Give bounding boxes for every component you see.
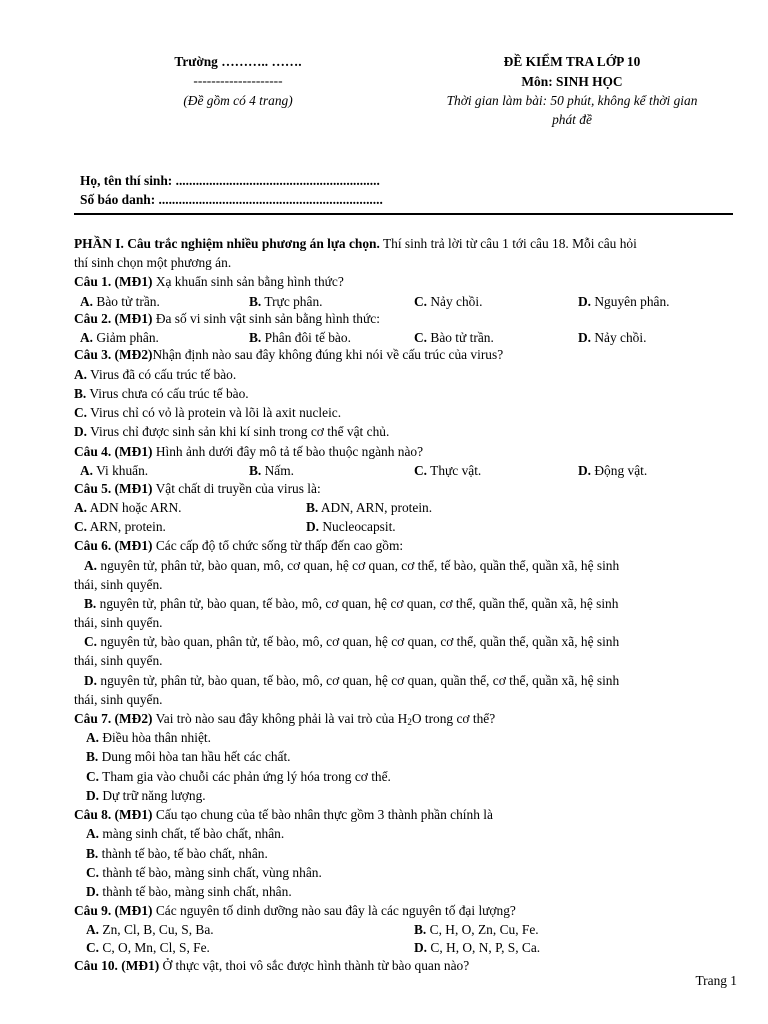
q8-option-b: [86, 844, 268, 863]
question-label: Câu 8. (MĐ1): [74, 807, 153, 822]
option-letter: A.: [86, 730, 100, 745]
q7-option-d: [86, 786, 206, 805]
option-letter: C.: [84, 634, 98, 649]
option-letter: C.: [86, 865, 100, 880]
option-letter: A.: [80, 330, 94, 345]
option-text: Trực phân.: [264, 294, 323, 309]
question-9: [74, 901, 734, 920]
option-letter: A.: [84, 558, 98, 573]
q6-option-d: [84, 671, 619, 690]
option-text: ADN hoặc ARN.: [89, 500, 182, 515]
q6-option-b: [84, 594, 618, 613]
q5-option-c: [74, 517, 166, 536]
option-letter: D.: [86, 788, 100, 803]
option-text: Nảy chồi.: [594, 330, 647, 345]
option-letter: B.: [86, 749, 99, 764]
question-4: [74, 442, 734, 461]
q3-option-c: [74, 403, 341, 422]
question-label: Câu 2. (MĐ1): [74, 311, 153, 326]
option-text: ADN, ARN, protein.: [320, 500, 433, 515]
option-letter: C.: [86, 940, 100, 955]
school-divider: --------------------: [193, 73, 283, 88]
question-label: Câu 4. (MĐ1): [74, 444, 153, 459]
q8-option-d: [86, 882, 292, 901]
option-text: Virus đã có cấu trúc tế bào.: [90, 367, 237, 382]
q4-option-c: [414, 461, 481, 480]
option-text: Virus chỉ có vỏ là protein và lõi là axit nucleic.: [90, 405, 342, 420]
question-text: Các nguyên tố dinh dưỡng nào sau đây là các nguyên tố đại lượng?: [152, 903, 516, 918]
question-label: Câu 10. (MĐ1): [74, 958, 160, 973]
student-id-field: Số báo danh: ...................................................................: [80, 192, 383, 207]
q4-option-d: [578, 461, 647, 480]
question-text: Xạ khuẩn sinh sản bằng hình thức?: [152, 274, 344, 289]
option-text: Phân đôi tế bào.: [264, 330, 351, 345]
q9-option-d: [414, 938, 540, 957]
q6-option-c: [84, 632, 619, 651]
option-text: C, H, O, N, P, S, Ca.: [430, 940, 541, 955]
option-text: Động vật.: [594, 463, 648, 478]
option-text: Zn, Cl, B, Cu, S, Ba.: [102, 922, 214, 937]
option-text: Virus chỉ được sinh sản khi kí sinh trong cơ thể vật chủ.: [90, 424, 390, 439]
option-letter: C.: [86, 769, 100, 784]
question-text: Vai trò nào sau đây không phải là vai trò của H: [152, 711, 408, 726]
part1-instruction-cont: thí sinh chọn một phương án.: [74, 255, 232, 270]
q5-option-a: [74, 498, 182, 517]
option-letter: B.: [86, 846, 99, 861]
option-letter: C.: [414, 330, 428, 345]
option-letter: A.: [80, 294, 94, 309]
q5-option-b: [306, 498, 432, 517]
option-letter: B.: [306, 500, 319, 515]
q3-option-b: [74, 384, 249, 403]
option-letter: D.: [578, 330, 592, 345]
q6-option-d-cont: thái, sinh quyển.: [74, 692, 163, 707]
option-letter: B.: [414, 922, 427, 937]
question-label: Câu 5. (MĐ1): [74, 481, 153, 496]
q4-option-b: [249, 461, 294, 480]
option-text: thành tế bào, màng sinh chất, vùng nhân.: [102, 865, 322, 880]
question-6: [74, 536, 734, 555]
option-letter: B.: [74, 386, 87, 401]
question-10: [74, 956, 734, 975]
question-text: Ở thực vật, thoi vô sắc được hình thành từ bào quan nào?: [159, 958, 470, 973]
option-text: Virus chưa có cấu trúc tế bào.: [89, 386, 249, 401]
question-text: Đa số vi sinh vật sinh sản bằng hình thức:: [152, 311, 380, 326]
exam-title: ĐỀ KIỂM TRA LỚP 10: [503, 54, 641, 69]
q6-option-a-cont: thái, sinh quyển.: [74, 577, 163, 592]
option-letter: A.: [86, 922, 100, 937]
option-letter: A.: [80, 463, 94, 478]
option-letter: C.: [414, 294, 428, 309]
part1-heading: [74, 234, 734, 253]
option-letter: D.: [74, 424, 88, 439]
q8-option-a: [86, 824, 284, 843]
option-text: Bào tử trần.: [430, 330, 494, 345]
option-text: C, O, Mn, Cl, S, Fe.: [102, 940, 210, 955]
option-text: nguyên tử, bào quan, phân tử, tế bào, mô, cơ quan, hệ cơ quan, cơ thể, quần thể, quần xã, hệ sinh: [100, 634, 620, 649]
option-text: Dự trữ năng lượng.: [102, 788, 206, 803]
option-letter: B.: [84, 596, 97, 611]
question-text: Nhận định nào sau đây không đúng khi nói về cấu trúc của virus?: [152, 347, 504, 362]
part1-title: PHẦN I. Câu trắc nghiệm nhiều phương án lựa chọn.: [74, 236, 380, 251]
option-text: Bào tử trần.: [96, 294, 160, 309]
option-text: Nguyên phân.: [594, 294, 670, 309]
student-name-field: Họ, tên thí sinh: .............................................................: [80, 173, 380, 188]
option-text: thành tế bào, tế bào chất, nhân.: [101, 846, 268, 861]
option-letter: B.: [249, 463, 262, 478]
option-text: thành tế bào, màng sinh chất, nhân.: [102, 884, 292, 899]
option-text: C, H, O, Zn, Cu, Fe.: [429, 922, 539, 937]
q5-option-d: [306, 517, 396, 536]
question-text: Hình ảnh dưới đây mô tả tế bào thuộc ngành nào?: [152, 444, 424, 459]
question-label: Câu 1. (MĐ1): [74, 274, 153, 289]
option-letter: D.: [86, 884, 100, 899]
option-letter: B.: [249, 294, 262, 309]
header-rule: [74, 213, 733, 215]
option-text: Dung môi hòa tan hầu hết các chất.: [101, 749, 291, 764]
question-3: [74, 345, 734, 364]
option-text: Điều hòa thân nhiệt.: [102, 730, 211, 745]
question-8: [74, 805, 734, 824]
question-5: [74, 479, 734, 498]
option-text: Nấm.: [264, 463, 295, 478]
option-letter: D.: [578, 294, 592, 309]
option-letter: A.: [86, 826, 100, 841]
q6-option-a: [84, 556, 619, 575]
q7-option-a: [86, 728, 211, 747]
option-letter: C.: [414, 463, 428, 478]
option-letter: D.: [414, 940, 428, 955]
option-letter: C.: [74, 405, 88, 420]
question-text: Các cấp độ tổ chức sống từ thấp đến cao gồm:: [152, 538, 404, 553]
question-label: Câu 9. (MĐ1): [74, 903, 153, 918]
q7-option-b: [86, 747, 291, 766]
page-number: Trang 1: [695, 973, 737, 988]
question-text: Vật chất di truyền của virus là:: [152, 481, 321, 496]
option-text: Vi khuẩn.: [96, 463, 149, 478]
time-note-line2: phát đề: [552, 112, 592, 127]
question-label: Câu 6. (MĐ1): [74, 538, 153, 553]
question-text: Cấu tạo chung của tế bào nhân thực gồm 3 thành phần chính là: [152, 807, 493, 822]
q3-option-a: [74, 365, 236, 384]
part1-instruction: Thí sinh trả lời từ câu 1 tới câu 18. Mỗi câu hỏi: [379, 236, 637, 251]
subscript: 2: [407, 717, 412, 727]
option-text: ARN, protein.: [89, 519, 166, 534]
q4-option-a: [80, 461, 148, 480]
option-text: Nảy chồi.: [430, 294, 483, 309]
q7-option-c: [86, 767, 391, 786]
school-name: Trường ……….. …….: [174, 54, 302, 69]
question-text-cont: O trong cơ thể?: [411, 711, 496, 726]
option-text: Tham gia vào chuỗi các phản ứng lý hóa trong cơ thể.: [102, 769, 391, 784]
option-text: màng sinh chất, tế bào chất, nhân.: [102, 826, 285, 841]
question-label: Câu 3. (MĐ2): [74, 347, 153, 362]
option-letter: C.: [74, 519, 88, 534]
question-2: [74, 309, 734, 328]
option-text: Thực vật.: [430, 463, 482, 478]
q9-option-a: [86, 920, 214, 939]
question-1: [74, 272, 734, 291]
q8-option-c: [86, 863, 322, 882]
option-text: Giảm phân.: [96, 330, 159, 345]
option-text: nguyên tử, phân tử, bào quan, mô, cơ quan, hệ cơ quan, cơ thể, tế bào, quần thể, quần xã, hệ sinh: [100, 558, 620, 573]
option-letter: D.: [306, 519, 320, 534]
q6-option-c-cont: thái, sinh quyển.: [74, 653, 163, 668]
question-label: Câu 7. (MĐ2): [74, 711, 153, 726]
subject: Môn: SINH HỌC: [521, 74, 623, 89]
option-text: Nucleocapsit.: [322, 519, 396, 534]
pages-note: (Đề gồm có 4 trang): [183, 93, 293, 108]
option-letter: B.: [249, 330, 262, 345]
option-text: nguyên tử, phân tử, bào quan, tế bào, mô, cơ quan, hệ cơ quan, cơ thể, quần thể, quần xã, hệ sinh: [99, 596, 619, 611]
q3-option-d: [74, 422, 389, 441]
q6-option-b-cont: thái, sinh quyển.: [74, 615, 163, 630]
q9-option-c: [86, 938, 210, 957]
option-letter: D.: [578, 463, 592, 478]
time-note-line1: Thời gian làm bài: 50 phút, không kể thời gian: [446, 93, 698, 108]
q9-option-b: [414, 920, 539, 939]
option-letter: A.: [74, 500, 88, 515]
option-text: nguyên tử, phân tử, bào quan, tế bào, mô, cơ quan, hệ cơ quan, quần thể, cơ thể, quần xã, hệ sinh: [100, 673, 620, 688]
option-letter: D.: [84, 673, 98, 688]
option-letter: A.: [74, 367, 88, 382]
